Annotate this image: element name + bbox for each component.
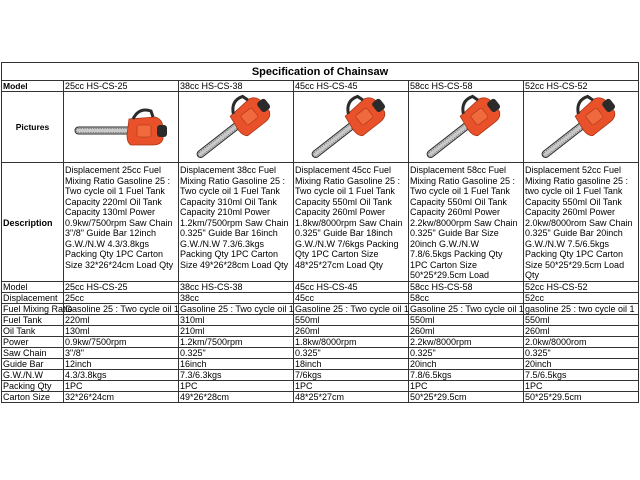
spec-cell: 7/6kgs: [294, 369, 409, 380]
picture-cell-1: [64, 92, 179, 163]
spec-cell: 38cc HS-CS-38: [179, 281, 294, 292]
spec-cell: 0.325": [409, 347, 524, 358]
spec-cell: 130ml: [64, 325, 179, 336]
table-row: [2, 358, 639, 369]
spec-cell: 7.5/6.5kgs: [524, 369, 639, 380]
spec-cell: Gasoline 25 : Two cycle oil 1: [410, 303, 524, 314]
table-row: [2, 347, 639, 358]
spec-cell: 1PC: [179, 380, 294, 391]
row-label-model: Model: [2, 81, 64, 92]
row-label: Carton Size: [2, 391, 64, 402]
table-row: [2, 281, 639, 292]
model-header-5: 52cc HS-CS-52: [524, 81, 639, 92]
spec-cell: Gasoline 25 : Two cycle oil 1: [65, 303, 179, 314]
spec-table: [1, 62, 639, 403]
spec-cell: 25cc: [64, 292, 179, 303]
description-cell-3: Displacement 45cc Fuel Mixing Ratio Gasoline 25 : Two cycle oil 1 Fuel Tank Capacity 550ml Oil Tank Capacity 260ml Power 1.8kw/8000rpm Saw Chain 0.325" Guide Bar 18inch G.W./N.W 7/6kgs Packing Qty 1PC Carton Size 48*25*27cm Load Qty: [294, 163, 409, 282]
spec-cell: 12inch: [64, 358, 179, 369]
spec-cell: 50*25*29.5cm: [409, 391, 524, 402]
table-title: Specification of Chainsaw: [2, 63, 639, 81]
row-label: Fuel Mixing Ratio: [3, 303, 73, 314]
spec-cell: 3"/8": [64, 347, 179, 358]
spec-cell: 1PC: [64, 380, 179, 391]
picture-cell-3: [294, 92, 409, 163]
picture-cell-2: [179, 92, 294, 163]
table-row: [2, 336, 639, 347]
table-row: [2, 314, 639, 325]
model-header-1: 25cc HS-CS-25: [64, 81, 179, 92]
chainsaw-icon: [180, 97, 292, 157]
spec-cell: gasoline 25 : two cycle oil 1: [524, 303, 639, 314]
table-row: [2, 380, 639, 391]
spec-cell: 0.325": [179, 347, 294, 358]
spec-cell: Gasoline 25 : Two cycle oil 1: [180, 303, 294, 314]
row-label-pictures: Pictures: [2, 92, 64, 163]
spec-cell: 1PC: [524, 380, 639, 391]
spec-cell: 550ml: [524, 314, 639, 325]
row-label: Guide Bar: [2, 358, 64, 369]
spec-cell: 260ml: [294, 325, 409, 336]
row-label: Packing Qty: [2, 380, 64, 391]
spec-cell: 7.3/6.3kgs: [179, 369, 294, 380]
row-label: Power: [2, 336, 64, 347]
table-row: [2, 292, 639, 303]
spec-cell: 4.3/3.8kgs: [64, 369, 179, 380]
model-header-2: 38cc HS-CS-38: [179, 81, 294, 92]
table-row: [2, 303, 639, 314]
row-label: Displacement: [2, 292, 64, 303]
spec-cell: 0.325": [294, 347, 409, 358]
spec-cell: 38cc: [179, 292, 294, 303]
spec-cell: 20inch: [409, 358, 524, 369]
picture-cell-4: [409, 92, 524, 163]
spec-cell: 58cc HS-CS-58: [409, 281, 524, 292]
spec-cell: 2.0kw/8000rom: [524, 336, 639, 347]
spec-cell: 48*25*27cm: [294, 391, 409, 402]
spec-cell: 25cc HS-CS-25: [64, 281, 179, 292]
row-label-description: Description: [2, 163, 64, 282]
chainsaw-icon: [525, 97, 637, 157]
spec-cell: 0.9kw/7500rpm: [64, 336, 179, 347]
table-row: [2, 369, 639, 380]
table-row: [2, 325, 639, 336]
spec-cell: 220ml: [64, 314, 179, 325]
row-label: G.W./N.W: [2, 369, 64, 380]
spec-cell: 210ml: [179, 325, 294, 336]
spec-cell: Gasoline 25 : Two cycle oil 1: [295, 303, 409, 314]
spec-cell: 20inch: [524, 358, 639, 369]
row-label: Fuel Tank: [2, 314, 64, 325]
chainsaw-icon: [295, 97, 407, 157]
spec-cell: 550ml: [409, 314, 524, 325]
small-chainsaw-icon: [65, 97, 177, 157]
model-header-3: 45cc HS-CS-45: [294, 81, 409, 92]
spec-cell: 550ml: [294, 314, 409, 325]
spec-cell: 18inch: [294, 358, 409, 369]
description-cell-2: Displacement 38cc Fuel Mixing Ratio Gasoline 25 : Two cycle oil 1 Fuel Tank Capacity 310ml Oil Tank Capacity 210ml Power 1.2km/7500rpm Saw Chain 0.325" Guide Bar 16inch G.W./N.W 7.3/6.3kgs Packing Qty 1PC Carton Size 49*26*28cm Load Qty: [179, 163, 294, 282]
spec-cell: 0.325": [524, 347, 639, 358]
spec-cell: 1PC: [294, 380, 409, 391]
spec-cell: 52cc: [524, 292, 639, 303]
spec-cell: 260ml: [524, 325, 639, 336]
description-cell-5: Displacement 52cc Fuel Mixing Ratio gasoline 25 : two cycle oil 1 Fuel Tank Capacity 550ml Oil Tank Capacity 260ml Power 2.0kw/8000rom Saw Chain 0.325" Guide Bar 20inch G.W./N.W 7.5/6.5kgs Packing Qty 1PC Carton Size 50*25*29.5cm Load Qty: [524, 163, 639, 282]
row-label: Saw Chain: [2, 347, 64, 358]
spec-cell: 1PC: [409, 380, 524, 391]
description-cell-1: Displacement 25cc Fuel Mixing Ratio Gasoline 25 : Two cycle oil 1 Fuel Tank Capacity 220ml Oil Tank Capacity 130ml Power 0.9kw/7500rpm Saw Chain 3"/8" Guide Bar 12inch G.W./N.W 4.3/3.8kgs Packing Qty 1PC Carton Size 32*26*24cm Load Qty: [64, 163, 179, 282]
model-header-4: 58cc HS-CS-58: [409, 81, 524, 92]
spec-cell: 310ml: [179, 314, 294, 325]
spec-cell: 32*26*24cm: [64, 391, 179, 402]
description-cell-4: Displacement 58cc Fuel Mixing Ratio Gasoline 25 : Two cycle oil 1 Fuel Tank Capacity 550ml Oil Tank Capacity 260ml Power 2.2kw/8000rpm Saw Chain 0.325" Guide Bar Size 20inch G.W./N.W 7.8/6.5kgs Packing Qty 1PC Carton Size 50*25*29.5cm Load: [409, 163, 524, 282]
spec-cell: 50*25*29.5cm: [524, 391, 639, 402]
chainsaw-icon: [410, 97, 522, 157]
row-label: Model: [2, 281, 64, 292]
spec-cell: 49*26*28cm: [179, 391, 294, 402]
spec-cell: 260ml: [409, 325, 524, 336]
spec-cell: 2.2kw/8000rpm: [409, 336, 524, 347]
spec-cell: 1.2km/7500rpm: [179, 336, 294, 347]
row-label: Oil Tank: [2, 325, 64, 336]
spec-cell: 16inch: [179, 358, 294, 369]
table-row: [2, 391, 639, 402]
spec-cell: 52cc HS-CS-52: [524, 281, 639, 292]
spec-cell: 45cc: [294, 292, 409, 303]
spec-cell: 58cc: [409, 292, 524, 303]
spec-cell: 45cc HS-CS-45: [294, 281, 409, 292]
picture-cell-5: [524, 92, 639, 163]
spec-cell: 7.8/6.5kgs: [409, 369, 524, 380]
spec-cell: 1.8kw/8000rpm: [294, 336, 409, 347]
